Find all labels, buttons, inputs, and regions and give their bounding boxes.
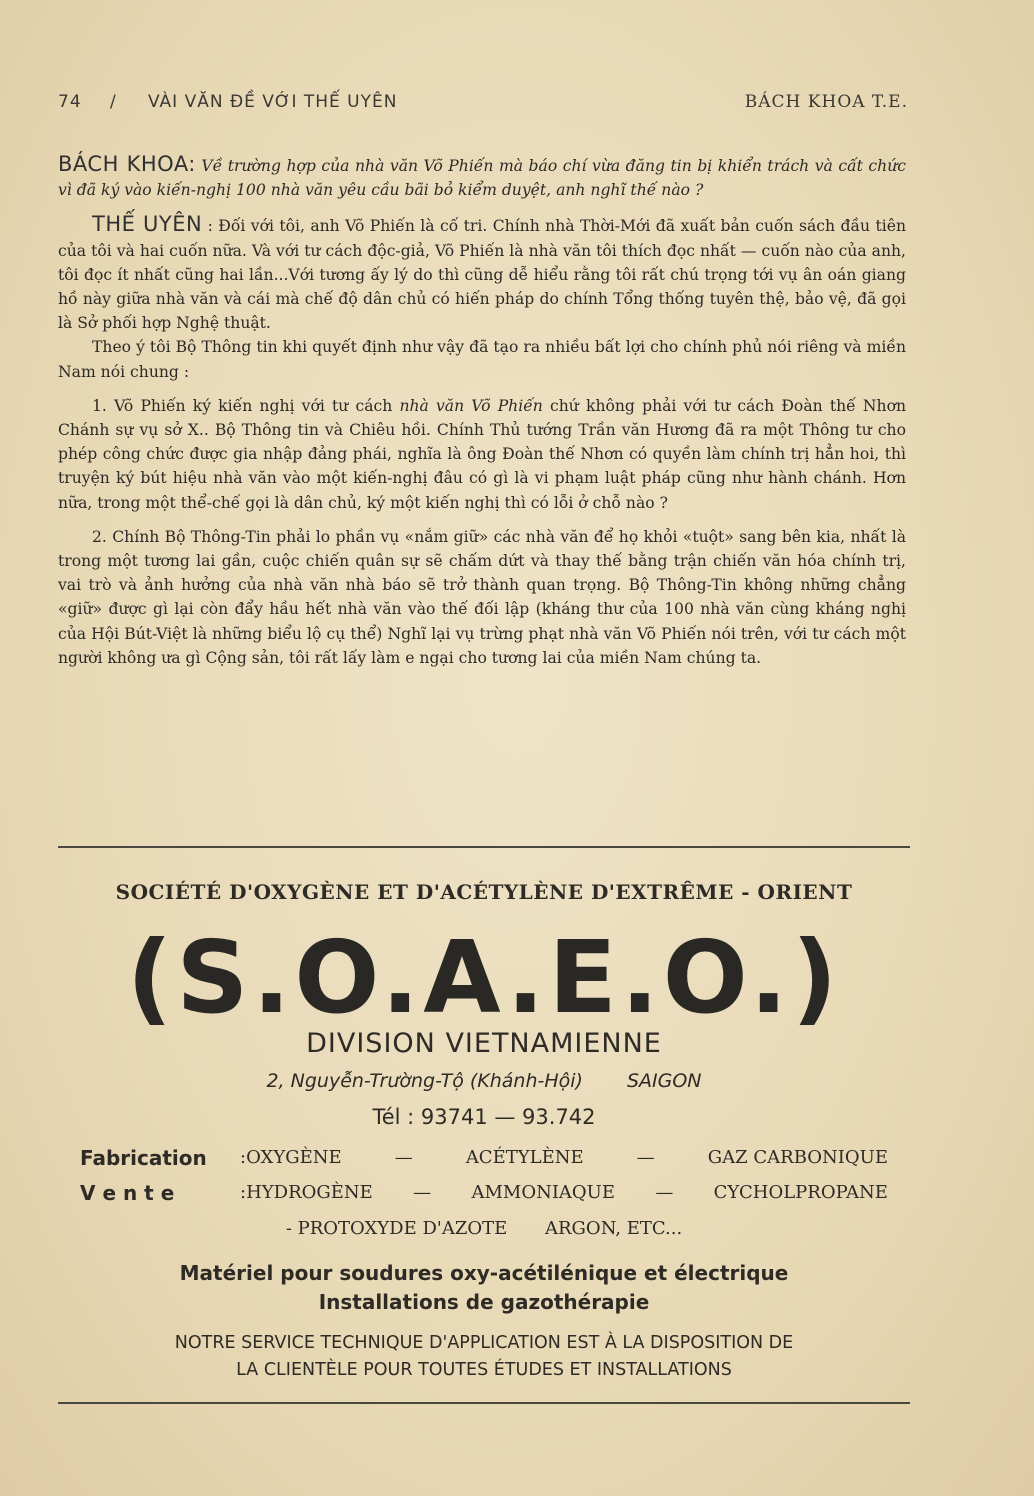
answer-speaker: THẾ UYÊN [92,212,203,237]
point-one-text-c: chứ không phải với tư cách Đoàn thế Nhơn Chánh sự vụ sở X.. Bộ Thông tin và Chiêu hồi. Chính Thủ tướng Trần văn Hương đã ra một Thông tư cho phép công chức được gia nhập đảng phái, nghĩa là ông Đoàn thế Nhơn có quyền làm chính trị hẳn hoi, thì truyện ký bút hiệu nhà văn vào một kiến-nghị đâu có gì là vi phạm luật pháp cũng như hành chánh. Hơn nữa, trong một thể-chế gọi là dân chủ, ký một kiến nghị thì có lỗi ở chỗ nào ? [58,396,907,512]
ad-acronym: (S.O.A.E.O.) [126,919,842,1036]
ad-address: 2, Nguyễn-Trường-Tộ (Khánh-Hội) [266,1070,583,1092]
extra-product: - PROTOXYDE D'AZOTE [285,1218,508,1239]
question-text: Về trường hợp của nhà văn Võ Phiến mà báo chí vừa đăng tin bị khiển trách và cất chức vì đã ký vào kiến-nghị 100 nhà văn yêu cầu bãi bỏ kiểm duyệt, anh nghĩ thế nào ? [58,157,906,200]
extra-product: ARGON, ETC... [545,1218,683,1239]
vente-item: AMMONIAQUE [471,1182,615,1203]
point-two-number: 2. [92,527,107,546]
bottom-divider [58,1402,910,1404]
point-two [58,525,906,670]
publication-name: BÁCH KHOA T.E. [744,92,908,112]
point-one-number: 1. [92,396,107,415]
ad-city: SAIGON [626,1070,702,1092]
vente-row [80,1181,888,1211]
fabrication-item: :OXYGÈNE [240,1147,342,1168]
top-divider [58,846,910,848]
point-one-text-a: Võ Phiến ký kiến nghị với tư cách [114,396,393,415]
fabrication-item: GAZ CARBONIQUE [707,1147,888,1168]
fabrication-item: ACÉTYLÈNE [465,1147,584,1168]
fabrication-items [240,1147,888,1168]
article-body [58,152,906,670]
question-speaker: BÁCH KHOA: [58,152,196,176]
ad-installations: Installations de gazothérapie [318,1290,650,1314]
vente-dash: — [655,1182,674,1203]
point-two-text: Chính Bộ Thông-Tin phải lo phần vụ «nắm giữ» các nhà văn để họ khỏi «tuột» sang bên kia, nhất là trong một tương lai gần, cuộc chiến quân sự sẽ chấm dứt và thay thế bằng trận chiến văn hóa chính trị, vai trò và ảnh hưởng của nhà văn nhà báo sẽ trở thành quan trọng. Bộ Thông-Tin không những chẳng «giữ» được gì lại còn đẩy hầu hết nhà văn vào thế đối lập (kháng thư của 100 nhà văn cùng kháng nghị của Hội Bút-Việt là những biểu lộ cụ thể) Nghĩ lại vụ trừng phạt nhà văn Võ Phiến nói trên, với tư cách một người không ưa gì Cộng sản, tôi rất lấy làm e ngại cho tương lai của miền Nam chúng ta. [58,527,906,667]
vente-item: :HYDROGÈNE [240,1182,373,1203]
running-header [58,92,908,118]
fabrication-row [80,1146,888,1176]
header-separator: / [110,92,117,112]
ad-materiel: Matériel pour soudures oxy-acétilénique et électrique [179,1261,789,1285]
ad-service-notice [58,1330,910,1384]
point-one [58,394,906,515]
notice-line: LA CLIENTÈLE POUR TOUTES ÉTUDES ET INSTALLATIONS [236,1360,732,1380]
extra-products-row [58,1218,910,1239]
vente-item: CYCHOLPROPANE [713,1182,888,1203]
ad-address-line [58,1070,910,1092]
fabrication-dash: — [394,1147,413,1168]
fabrication-label: Fabrication [80,1146,207,1170]
vente-dash: — [413,1182,432,1203]
opinion-paragraph: Theo ý tôi Bộ Thông tin khi quyết định như vậy đã tạo ra nhiều bất lợi cho chính phủ nói riêng và miền Nam nói chung : [58,338,906,381]
ad-company-name: SOCIÉTÉ D'OXYGÈNE ET D'ACÉTYLÈNE D'EXTRÊME - ORIENT [115,880,853,904]
page-number: 74 [58,92,82,112]
fabrication-dash: — [636,1147,655,1168]
answer-paragraph [58,212,906,335]
point-one-text-italic: nhà văn Võ Phiến [399,396,543,415]
vente-label: V e n t e [80,1181,175,1205]
ad-telephone: Tél : 93741 — 93.742 [372,1105,596,1129]
notice-line: NOTRE SERVICE TECHNIQUE D'APPLICATION EST À LA DISPOSITION DE [174,1333,794,1353]
section-title: VÀI VĂN ĐỀ VỚI THẾ UYÊN [148,92,398,112]
vente-items [240,1182,888,1203]
question-paragraph [58,152,906,202]
ad-division: DIVISION VIETNAMIENNE [306,1028,662,1059]
answer-text: : Đối với tôi, anh Võ Phiến là cố tri. Chính nhà Thời-Mới đã xuất bản cuốn sách đầu tiên của tôi và hai cuốn nữa. Và với tư cách độc-giả, Võ Phiến là nhà văn tôi thích đọc nhất — cuốn nào của anh, tôi đọc ít nhất cũng hai lần...Với tương ấy lý do thì cũng dễ hiểu rằng tôi rất chú trọng tới vụ ân oán giang hồ này giữa nhà văn và cái mà chế độ dân chủ có hiến pháp do chính Tổng thống tuyên thệ, bảo vệ, đã gọi là Sở phối hợp Nghệ thuật. [58,217,906,333]
